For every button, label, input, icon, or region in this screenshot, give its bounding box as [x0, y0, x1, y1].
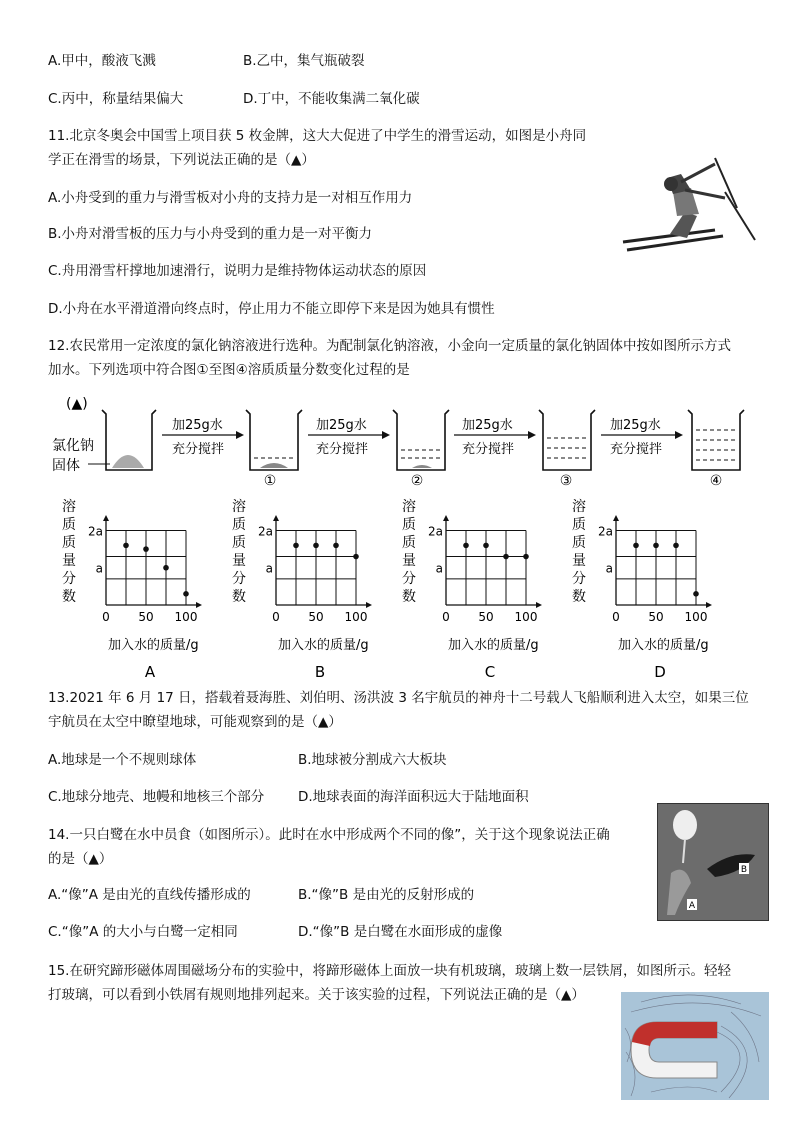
arrow-4-top-label: 加25g水	[610, 418, 661, 433]
y-axis-label-char: 量	[232, 553, 246, 569]
y-axis-label-char: 分	[572, 571, 586, 587]
beaker-4-label: ④	[709, 473, 723, 487]
q14-option-b: B.“像”B 是由光的反射形成的	[298, 887, 475, 903]
arrow-3-top-label: 加25g水	[462, 418, 513, 433]
q14-stem-line2: 的是（▲）	[48, 851, 113, 867]
y-axis-label-char: 质	[402, 535, 416, 551]
arrow-1-bottom-label: 充分搅拌	[172, 442, 225, 457]
x-axis-label: 加入水的质量/g	[448, 638, 539, 653]
y-axis-arrow	[273, 515, 279, 521]
y-axis-label-char: 质	[572, 535, 586, 551]
x-tick-label: 100	[684, 610, 708, 624]
q11-option-c: C.舟用滑雪杆撑地加速滑行，说明力是维持物体运动状态的原因	[48, 263, 427, 279]
data-point	[163, 565, 169, 571]
q10-option-a: A.甲中，酸液飞溅	[48, 53, 156, 69]
q10-option-d: D.丁中，不能收集满二氧化碳	[243, 91, 420, 107]
q13-stem-line2: 宇航员在太空中瞭望地球，可能观察到的是（▲）	[48, 714, 342, 730]
q12-stem-line2: 加水。下列选项中符合图①至图④溶质质量分数变化过程的是	[48, 362, 410, 378]
data-point	[483, 543, 489, 549]
beaker-1-label: ①	[263, 473, 277, 487]
q11-option-b: B.小舟对滑雪板的压力与小舟受到的重力是一对平衡力	[48, 226, 373, 242]
data-point	[333, 543, 339, 549]
x-tick-label: 0	[612, 610, 620, 624]
q13-option-a: A.地球是一个不规则球体	[48, 752, 197, 768]
arrow-step-2	[308, 417, 390, 457]
q12-stem-line1: 12.农民常用一定浓度的氯化钠溶液进行选种。为配制氯化钠溶液，小金向一定质量的氯化钠固体中按如图所示方式	[48, 338, 731, 354]
y-tick-label-2a: 2a	[258, 524, 273, 539]
y-tick-label-a: a	[605, 561, 613, 576]
beaker-solid	[102, 410, 156, 470]
y-axis-arrow	[103, 515, 109, 521]
q12-answer-marker: (▲)	[66, 396, 88, 412]
y-tick-label-2a: 2a	[428, 524, 443, 539]
beaker-3-label: ③	[559, 473, 573, 487]
panel-letter: C	[484, 663, 496, 681]
solid-label-line1: 氯化钠	[52, 438, 94, 454]
x-tick-label: 50	[308, 610, 324, 624]
egret-photo	[657, 803, 769, 921]
y-axis-label-char: 溶	[232, 499, 246, 515]
data-point	[293, 543, 299, 549]
x-axis-arrow	[366, 602, 372, 608]
beaker-4	[688, 410, 744, 470]
arrow-step-4	[601, 417, 683, 457]
arrow-2-top-label: 加25g水	[316, 418, 367, 433]
x-tick-label: 0	[272, 610, 280, 624]
y-tick-label-a: a	[265, 561, 273, 576]
beaker-2	[393, 410, 449, 470]
x-tick-label: 0	[102, 610, 110, 624]
x-axis-arrow	[536, 602, 542, 608]
y-axis-label-char: 数	[402, 589, 416, 605]
data-point	[673, 543, 679, 549]
y-tick-label-2a: 2a	[88, 524, 103, 539]
y-axis-label-char: 质	[572, 517, 586, 533]
q10-option-c: C.丙中，称量结果偏大	[48, 91, 184, 107]
q13-option-b: B.地球被分割成六大板块	[298, 752, 447, 768]
panel-letter: D	[654, 663, 666, 681]
x-axis-label: 加入水的质量/g	[108, 638, 199, 653]
y-axis-label-char: 量	[62, 553, 76, 569]
y-axis-label-char: 分	[62, 571, 76, 587]
arrow-step-3	[454, 417, 536, 457]
egret-image-label-b: B	[740, 865, 748, 875]
data-point	[183, 591, 189, 597]
data-point	[503, 554, 509, 560]
y-tick-label-2a: 2a	[598, 524, 613, 539]
arrow-1-top-label: 加25g水	[172, 418, 223, 433]
data-point	[313, 543, 319, 549]
arrow-step-1	[162, 417, 244, 457]
x-axis-label: 加入水的质量/g	[278, 638, 369, 653]
beaker-3	[539, 410, 595, 470]
x-tick-label: 50	[138, 610, 154, 624]
y-axis-label-char: 质	[232, 517, 246, 533]
q13-option-c: C.地球分地壳、地幔和地核三个部分	[48, 789, 265, 805]
dilution-process-diagram	[48, 392, 748, 487]
q15-stem-line1: 15.在研究蹄形磁体周围磁场分布的实验中，将蹄形磁体上面放一块有机玻璃，玻璃上数一层铁屑，如图所示。轻轻	[48, 963, 731, 979]
y-axis-label-char: 量	[572, 553, 586, 569]
y-axis-label-char: 数	[232, 589, 246, 605]
x-tick-label: 50	[648, 610, 664, 624]
beaker-2-label: ②	[410, 473, 424, 487]
data-point	[523, 554, 529, 560]
y-axis-arrow	[613, 515, 619, 521]
x-axis-label: 加入水的质量/g	[618, 638, 709, 653]
x-tick-label: 50	[478, 610, 494, 624]
q11-option-a: A.小舟受到的重力与滑雪板对小舟的支持力是一对相互作用力	[48, 190, 413, 206]
chart-d	[572, 498, 712, 681]
y-tick-label-a: a	[435, 561, 443, 576]
y-axis-arrow	[443, 515, 449, 521]
y-axis-label-char: 分	[402, 571, 416, 587]
q14-option-d: D.“像”B 是白鹭在水面形成的虚像	[298, 924, 503, 940]
y-axis-label-char: 质	[62, 517, 76, 533]
y-axis-label-char: 数	[62, 589, 76, 605]
x-tick-label: 100	[344, 610, 368, 624]
y-axis-label-char: 溶	[402, 499, 416, 515]
panel-letter: B	[314, 663, 326, 681]
chart-a	[62, 498, 202, 681]
arrow-2-bottom-label: 充分搅拌	[316, 442, 369, 457]
x-tick-label: 100	[514, 610, 538, 624]
data-point	[353, 554, 359, 560]
data-point	[463, 543, 469, 549]
y-axis-label-char: 溶	[62, 499, 76, 515]
q14-option-a: A.“像”A 是由光的直线传播形成的	[48, 887, 251, 903]
q14-option-c: C.“像”A 的大小与白鹭一定相同	[48, 924, 238, 940]
chart-c	[402, 498, 542, 681]
x-tick-label: 100	[174, 610, 198, 624]
y-tick-label-a: a	[95, 561, 103, 576]
data-point	[633, 543, 639, 549]
egret-image-label-a: A	[688, 901, 696, 911]
data-point	[653, 543, 659, 549]
x-axis-arrow	[706, 602, 712, 608]
y-axis-label-char: 量	[402, 553, 416, 569]
data-point	[693, 591, 699, 597]
y-axis-label-char: 质	[232, 535, 246, 551]
horseshoe-magnet-photo	[621, 992, 769, 1100]
q11-option-d: D.小舟在水平滑道滑向终点时，停止用力不能立即停下来是因为她具有惯性	[48, 301, 495, 317]
chart-b	[232, 498, 372, 681]
q11-stem-line2: 学正在滑雪的场景，下列说法正确的是（▲）	[48, 152, 315, 168]
y-axis-label-char: 溶	[572, 499, 586, 515]
solution-concentration-charts	[48, 495, 748, 685]
q11-stem-line1: 11.北京冬奥会中国雪上项目获 5 枚金牌，这大大促进了中学生的滑雪运动，如图是小舟同	[48, 128, 587, 144]
solid-label-line2: 固体	[52, 458, 80, 474]
arrow-4-bottom-label: 充分搅拌	[610, 442, 663, 457]
arrow-3-bottom-label: 充分搅拌	[462, 442, 515, 457]
data-point	[123, 543, 129, 549]
y-axis-label-char: 质	[62, 535, 76, 551]
panel-letter: A	[144, 663, 156, 681]
q13-option-d: D.地球表面的海洋面积远大于陆地面积	[298, 789, 529, 805]
q15-stem-line2: 打玻璃，可以看到小铁屑有规则地排列起来。关于该实验的过程，下列说法正确的是（▲）	[48, 987, 585, 1003]
beaker-1	[246, 410, 302, 470]
q13-stem-line1: 13.2021 年 6 月 17 日，搭载着聂海胜、刘伯明、汤洪波 3 名宇航员的神舟十二号载人飞船顺利进入太空，如果三位	[48, 690, 749, 706]
y-axis-label-char: 分	[232, 571, 246, 587]
data-point	[143, 546, 149, 552]
x-axis-arrow	[196, 602, 202, 608]
y-axis-label-char: 质	[402, 517, 416, 533]
q14-stem-line1: 14.一只白鹭在水中员食（如图所示）。此时在水中形成两个不同的像”，关于这个现象说法正确	[48, 827, 610, 843]
q10-option-b: B.乙中，集气瓶破裂	[243, 53, 365, 69]
y-axis-label-char: 数	[572, 589, 586, 605]
skier-illustration	[615, 150, 765, 255]
x-tick-label: 0	[442, 610, 450, 624]
